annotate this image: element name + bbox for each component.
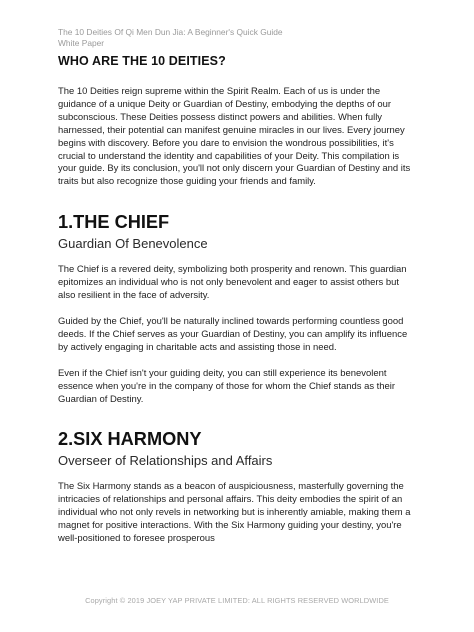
document-type: White Paper <box>58 38 105 48</box>
intro-paragraph: The 10 Deities reign supreme within the Spirit Realm. Each of us is under the guidance of a unique Deity or Guardian of Destiny, embodying the depths of our subconscious. These Deities possess distinct powers and abilities. When fully harnessed, their potential can manifest genuine miracles in our lives. Every journey begins with discovery. Before you dare to envision the wondrous possibilities, it's crucial to understand the identity and capabilities of your Deity. This compilation is your guide. By its conclusion, you'll not only discern your Guardian of Destiny and its traits but also recognize those guiding your friends and family. <box>58 86 411 188</box>
document-title: The 10 Deities Of Qi Men Dun Jia: A Beginner's Quick Guide <box>58 27 283 37</box>
six-harmony-paragraph-1: The Six Harmony stands as a beacon of auspiciousness, masterfully governing the intricacies of relationships and personal affairs. This deity embodies the spirit of an individual who not only revels in networking but is inherently amiable, making them a magnet for positive interactions. With the Six Harmony guiding your destiny, you're well-positioned to foresee prosperous <box>58 481 411 545</box>
copyright-footer: Copyright © 2019 JOEY YAP PRIVATE LIMITED: ALL RIGHTS RESERVED WORLDWIDE <box>85 596 389 605</box>
chief-paragraph-2: Guided by the Chief, you'll be naturally inclined towards performing countless good deeds. If the Chief serves as your Guardian of Destiny, you can amplify its influence by actively engaging in charitable acts and assisting those in need. <box>58 315 408 353</box>
page-content <box>58 54 418 546</box>
section-title-chief: 1.THE CHIEF <box>58 212 170 233</box>
main-heading: WHO ARE THE 10 DEITIES? <box>58 54 226 68</box>
section-subtitle-chief: Guardian Of Benevolence <box>58 236 208 252</box>
section-title-six-harmony: 2.SIX HARMONY <box>58 429 202 450</box>
section-subtitle-six-harmony: Overseer of Relationships and Affairs <box>58 453 273 469</box>
document-header <box>58 27 283 49</box>
chief-paragraph-3: Even if the Chief isn't your guiding deity, you can still experience its benevolent essence when you're in the company of those for whom the Chief stands as their Guardian of Destiny. <box>58 367 396 405</box>
chief-paragraph-1: The Chief is a revered deity, symbolizing both prosperity and renown. This guardian epitomizes an individual who is not only benevolent and eager to assist others but also resilient in the face of adversity. <box>58 264 407 302</box>
